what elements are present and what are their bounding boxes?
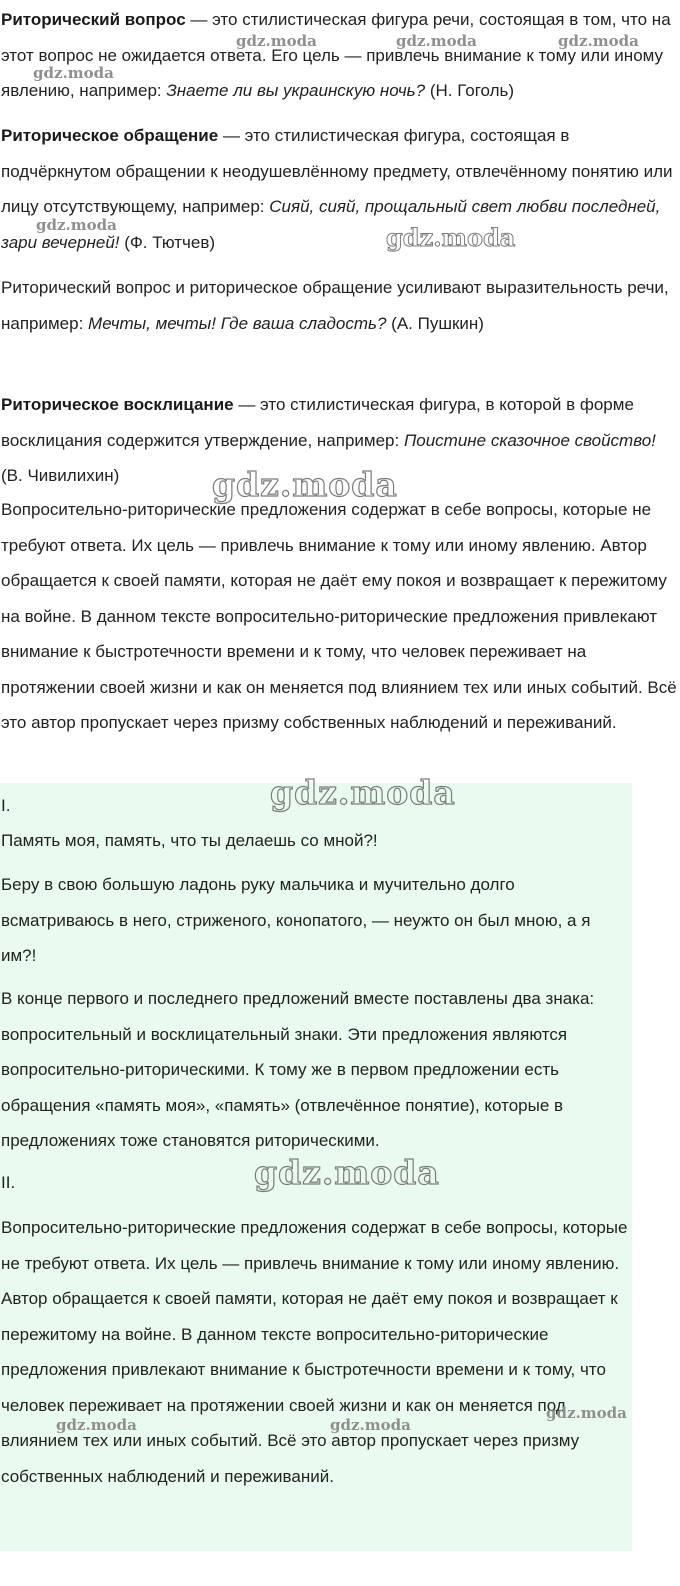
example-author: (В. Чивилихин) [1, 466, 120, 485]
answer-quote-2: Беру в свою большую ладонь руку мальчика и мучительно долго всматриваюсь в него, стриженого, конопатого, — неужто он был мною, а я им?! [1, 875, 591, 965]
summary-paragraph: Вопросительно-риторические предложения содержат в себе вопросы, которые не требуют ответа. Их цель — привлечь внимание к тому или иному явлению. Автор обращается к своей памяти, которая не даёт ему покоя и возвращает к пережитому на войне. В данном тексте вопросительно-риторические предложения привлекают внимание к быстротечности времени и к тому, что человек переживает на протяжении своей жизни и как он меняется под влиянием тех или иных событий. Всё это автор пропускает через призму собственных наблюдений и переживаний. [1, 500, 677, 732]
paragraph-text: Риторический вопрос и риторическое обращение усиливают выразительность речи, например: [1, 278, 669, 333]
watermark: gdz.moda [558, 32, 639, 50]
example-quote: Мечты, мечты! Где ваша сладость? [88, 313, 387, 333]
answer-quote-1: Память моя, память, что ты делаешь со мной?! [1, 831, 378, 850]
term-rhetorical-address: Риторическое обращение [1, 126, 219, 145]
watermark: gdz.moda [56, 1416, 137, 1434]
watermark: gdz.moda [546, 1404, 627, 1422]
example-quote: Поистине сказочное свойство! [403, 430, 656, 450]
answer-conclusion: Вопросительно-риторические предложения содержат в себе вопросы, которые не требуют ответа. Их цель — привлечь внимание к тому или иному явлению. Автор обращается к своей памяти, которая не даёт ему покоя и возвращает к пережитому на войне. В данном тексте вопросительно-риторические предложения привлекают внимание к быстротечности времени и к тому, что человек переживает на протяжении своей жизни и как он меняется под влиянием тех или иных событий. Всё это автор пропускает через призму собственных наблюдений и переживаний. [1, 1218, 628, 1486]
watermark: gdz.moda [330, 1416, 411, 1434]
answer-analysis: В конце первого и последнего предложений вместе поставлены два знака: вопросительный и восклицательный знаки. Эти предложения являются вопросительно-риторическими. К тому же в первом предложении есть обращения «память моя», «память» (отвлечённое понятие), которые в предложениях тоже становятся риторическими. [1, 989, 595, 1150]
definition-text: — это стилистическая фигура, состоящая в подчёркнутом обращении к неодушевлённому предмету, отвлечённому понятию или лицу отсутствующему, например: [1, 126, 673, 216]
watermark: gdz.moda [236, 32, 317, 50]
example-author: (Ф. Тютчев) [119, 232, 216, 252]
expressiveness-paragraph [0, 270, 680, 341]
example-author: (Н. Гоголь) [425, 81, 515, 100]
definition-rhetorical-exclamation [0, 387, 680, 494]
watermark: gdz.moda [386, 223, 516, 252]
answer-label-1: I. [1, 796, 11, 815]
example-quote: Сияй, сияй, прощальный свет любви последней, зари вечерней! [1, 197, 661, 252]
watermark: gdz.moda [36, 216, 117, 234]
definition-rhetorical-question [0, 2, 680, 109]
answer-label-2: II. [1, 1173, 16, 1192]
term-rhetorical-question: Риторический вопрос [1, 10, 186, 29]
definition-text: — это стилистическая фигура, в которой в форме восклицания содержится утверждение, например: [1, 395, 634, 450]
watermark: gdz.moda [212, 465, 398, 504]
definition-rhetorical-address [0, 118, 680, 260]
definition-text: — это стилистическая фигура речи, состоящая в том, что на этот вопрос не ожидается ответа. Его цель — привлечь внимание к тому или иному явлению, например: [1, 10, 671, 100]
watermark: gdz.moda [33, 64, 114, 82]
term-rhetorical-exclamation: Риторическое восклицание [1, 395, 234, 414]
watermark: gdz.moda [396, 32, 477, 50]
example-author: (А. Пушкин) [386, 313, 484, 333]
example-quote: Знаете ли вы украинскую ночь? [166, 81, 426, 100]
